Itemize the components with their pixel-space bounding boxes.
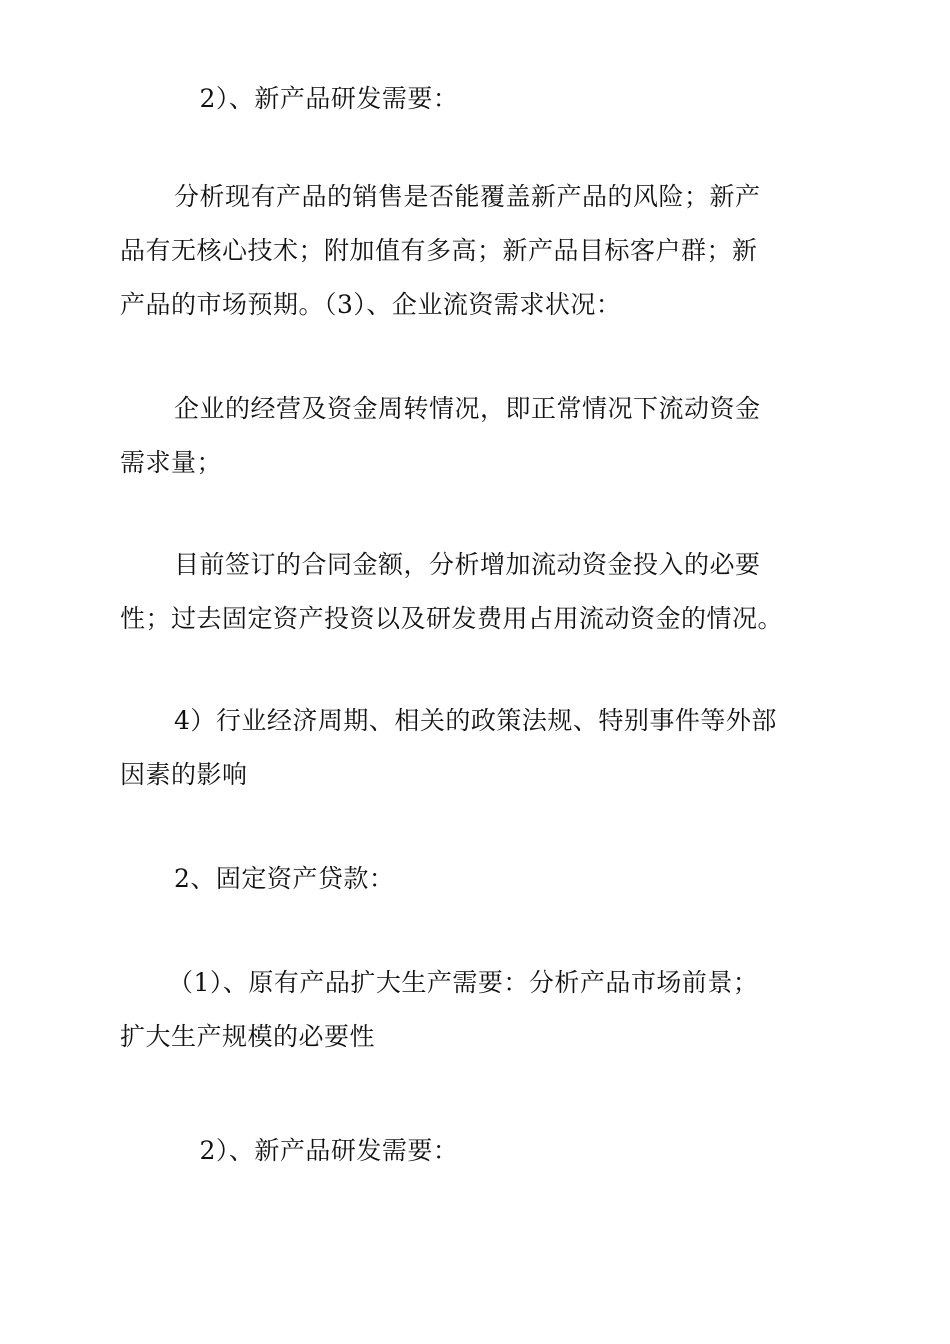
paragraph-line: 企业的经营及资金周转情况，即正常情况下流动资金 xyxy=(174,394,761,423)
paragraph-enterprise-operations xyxy=(120,382,820,490)
paragraph-line: 2、固定资产贷款： xyxy=(174,864,395,893)
paragraph-line: 需求量； xyxy=(120,448,223,477)
paragraph-new-product-analysis xyxy=(120,170,820,332)
paragraph-line: 2）、新产品研发需要： xyxy=(174,1136,459,1165)
paragraph-new-product-rd-heading-repeat xyxy=(120,1124,820,1178)
paragraph-line: 分析现有产品的销售是否能覆盖新产品的风险；新产 xyxy=(174,182,761,211)
paragraph-contract-amount xyxy=(120,538,820,646)
paragraph-line: 2）、新产品研发需要： xyxy=(174,84,459,113)
paragraph-line: 4）行业经济周期、相关的政策法规、特别事件等外部 xyxy=(174,706,777,735)
paragraph-line: （1）、原有产品扩大生产需要：分析产品市场前景； xyxy=(168,968,759,997)
paragraph-line: 性；过去固定资产投资以及研发费用占用流动资金的情况。 xyxy=(120,604,784,633)
paragraph-line: 目前签订的合同金额，分析增加流动资金投入的必要 xyxy=(174,550,761,579)
paragraph-line: 因素的影响 xyxy=(120,760,248,789)
paragraph-line: 产品的市场预期。（3）、企业流资需求状况： xyxy=(120,290,622,319)
paragraph-new-product-rd-heading xyxy=(120,72,820,126)
paragraph-fixed-asset-loan-heading xyxy=(120,852,820,906)
paragraph-line: 扩大生产规模的必要性 xyxy=(120,1022,376,1051)
paragraph-expand-production xyxy=(120,956,820,1064)
paragraph-line: 品有无核心技术；附加值有多高；新产品目标客户群；新 xyxy=(120,236,758,265)
paragraph-external-factors xyxy=(120,694,820,802)
